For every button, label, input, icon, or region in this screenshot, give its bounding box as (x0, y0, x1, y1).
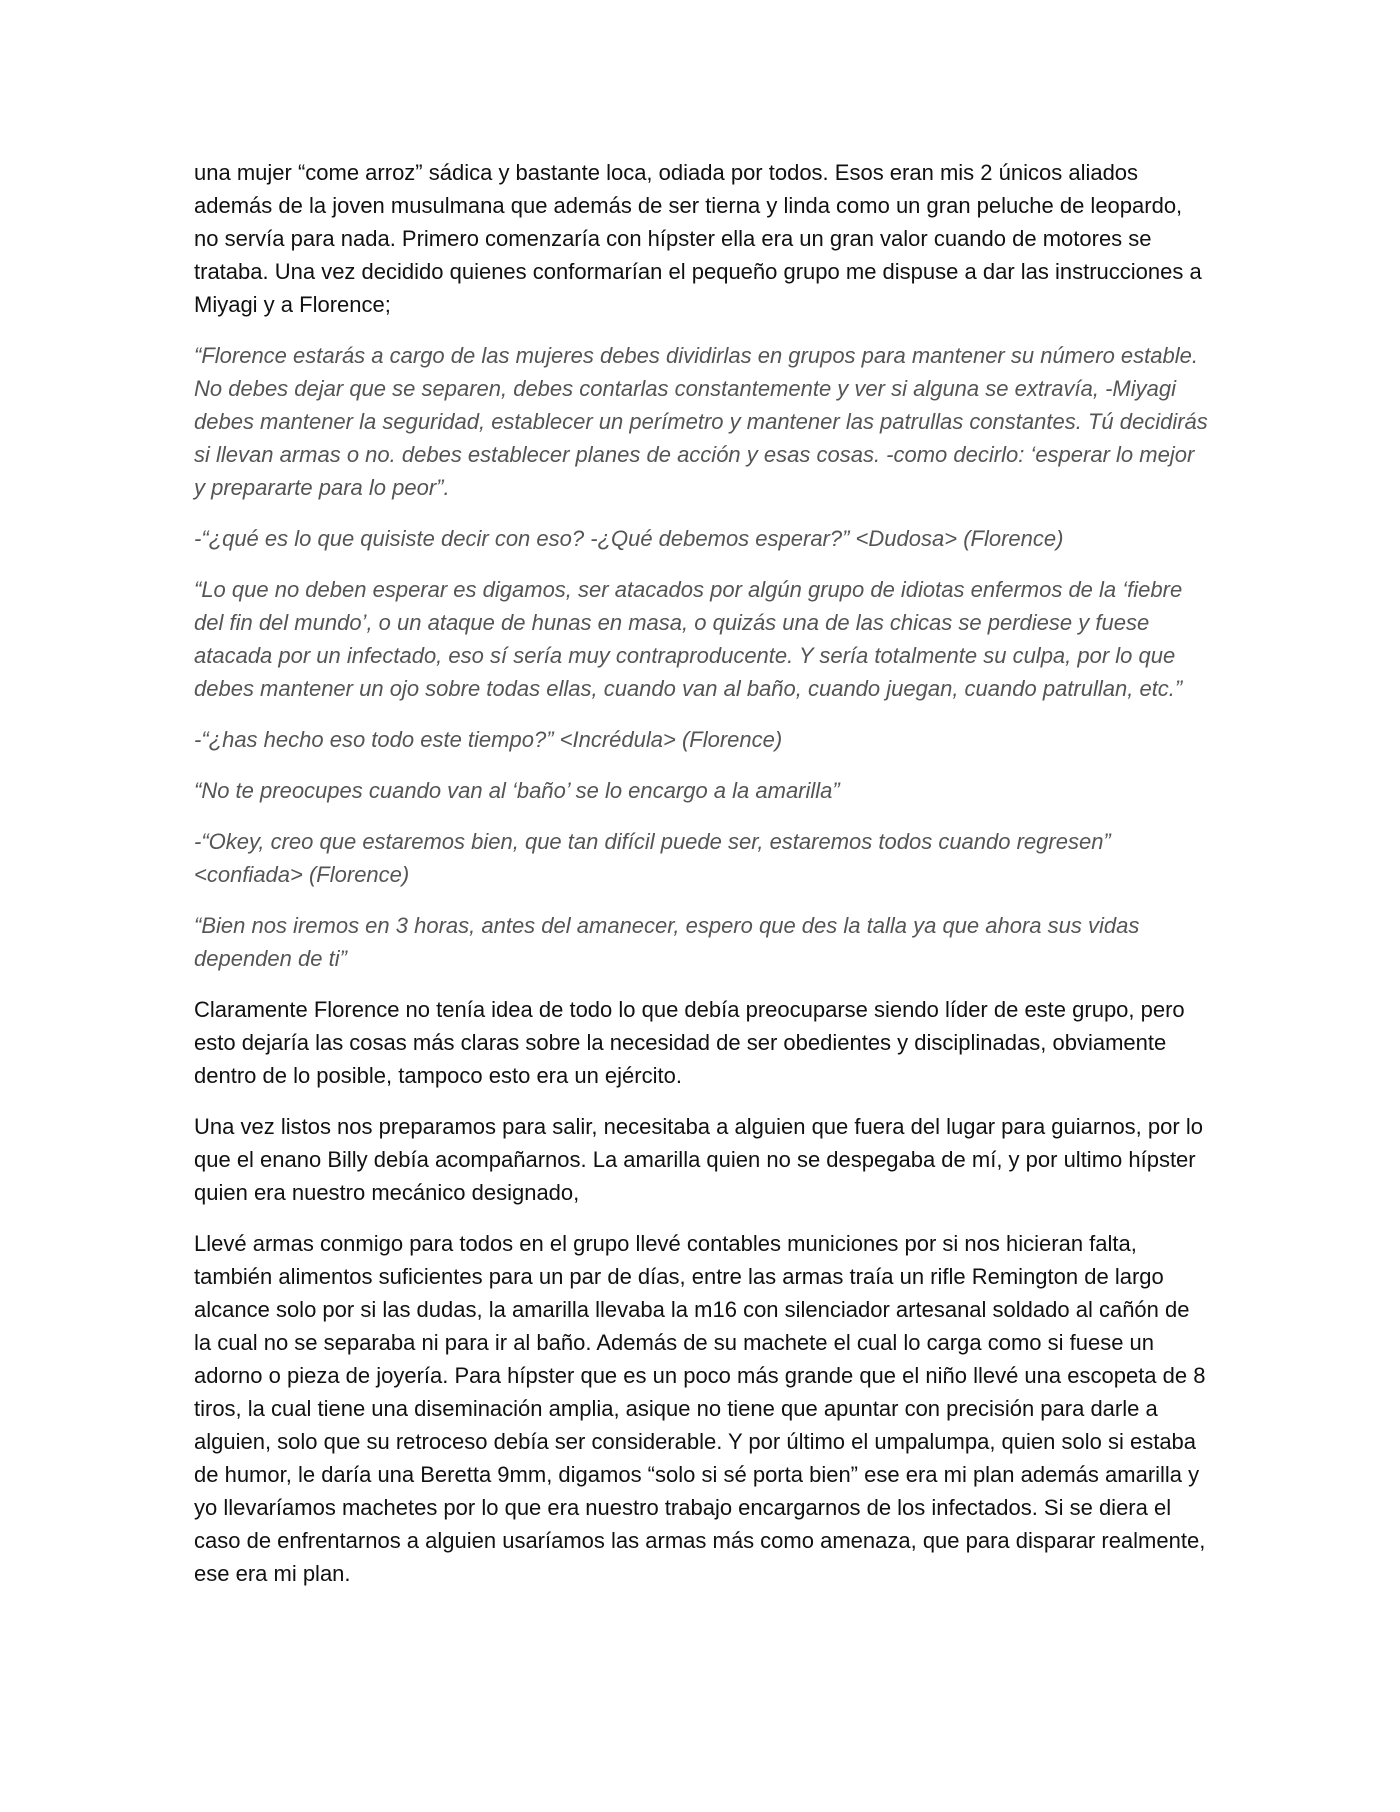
paragraph-dialogue: “Florence estarás a cargo de las mujeres debes dividirlas en grupos para mantener su número estable. No debes dejar que se separen, debes contarlas constantemente y ver si alguna se extravía, -Miyagi debes mantener la seguridad, establecer un perímetro y mantener las patrullas constantes. Tú decidirás si llevan armas o no. debes establecer planes de acción y esas cosas. -como decirlo: ‘esperar lo mejor y prepararte para lo peor”. (194, 343, 1208, 500)
paragraph-dialogue: -“Okey, creo que estaremos bien, que tan difícil puede ser, estaremos todos cuando regresen” <confiada> (Florence) (194, 829, 1111, 887)
paragraph-narration: Llevé armas conmigo para todos en el grupo llevé contables municiones por si nos hicieran falta, también alimentos suficientes para un par de días, entre las armas traía un rifle Remington de largo alcance solo por si las dudas, la amarilla llevaba la m16 con silenciador artesanal soldado al cañón de la cual no se separaba ni para ir al baño. Además de su machete el cual lo carga como si fuese un adorno o pieza de joyería. Para hípster que es un poco más grande que el niño llevé una escopeta de 8 tiros, la cual tiene una diseminación amplia, asique no tiene que apuntar con precisión para darle a alguien, solo que su retroceso debía ser considerable. Y por último el umpalumpa, quien solo si estaba de humor, le daría una Beretta 9mm, digamos “solo si sé porta bien” ese era mi plan además amarilla y yo llevaríamos machetes por lo que era nuestro trabajo encargarnos de los infectados. Si se diera el caso de enfrentarnos a alguien usaríamos las armas más como amenaza, que para disparar realmente, ese era mi plan. (194, 1231, 1206, 1586)
paragraph-narration: Una vez listos nos preparamos para salir, necesitaba a alguien que fuera del lugar para guiarnos, por lo que el enano Billy debía acompañarnos. La amarilla quien no se despegaba de mí, y por ultimo hípster quien era nuestro mecánico designado, (194, 1114, 1203, 1205)
paragraph-narration: Claramente Florence no tenía idea de todo lo que debía preocuparse siendo líder de este grupo, pero esto dejaría las cosas más claras sobre la necesidad de ser obedientes y disciplinadas, obviamente dentro de lo posible, tampoco esto era un ejército. (194, 997, 1185, 1088)
paragraph-narration: una mujer “come arroz” sádica y bastante loca, odiada por todos. Esos eran mis 2 únicos aliados además de la joven musulmana que además de ser tierna y linda como un gran peluche de leopardo, no servía para nada. Primero comenzaría con hípster ella era un gran valor cuando de motores se trataba. Una vez decidido quienes conformarían el pequeño grupo me dispuse a dar las instrucciones a Miyagi y a Florence; (194, 160, 1202, 317)
paragraph-dialogue: “Bien nos iremos en 3 horas, antes del amanecer, espero que des la talla ya que ahora sus vidas dependen de ti” (194, 913, 1140, 971)
paragraph-dialogue: -“¿qué es lo que quisiste decir con eso? -¿Qué debemos esperar?” <Dudosa> (Florence) (194, 526, 1064, 551)
document-body (194, 156, 1210, 1608)
paragraph-dialogue: “No te preocupes cuando van al ‘baño’ se lo encargo a la amarilla” (194, 778, 840, 803)
paragraph-dialogue: -“¿has hecho eso todo este tiempo?” <Incrédula> (Florence) (194, 727, 783, 752)
paragraph-dialogue: “Lo que no deben esperar es digamos, ser atacados por algún grupo de idiotas enfermos de la ‘fiebre del fin del mundo’, o un ataque de hunas en masa, o quizás una de las chicas se perdiese y fuese atacada por un infectado, eso sí sería muy contraproducente. Y sería totalmente su culpa, por lo que debes mantener un ojo sobre todas ellas, cuando van al baño, cuando juegan, cuando patrullan, etc.” (194, 577, 1183, 701)
